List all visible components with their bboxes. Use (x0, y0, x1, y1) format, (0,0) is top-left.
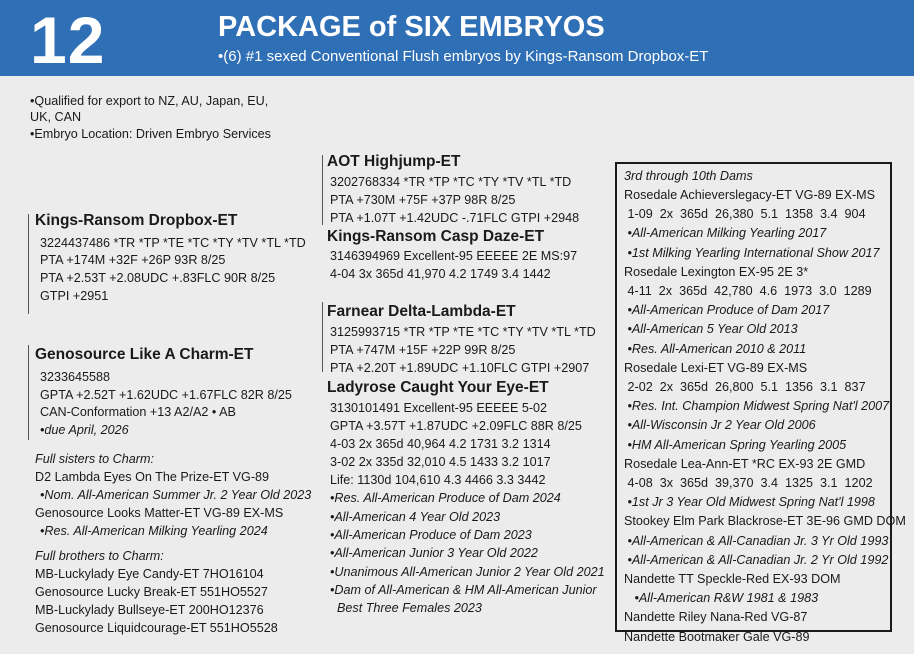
ancestral-dam-name: Rosedale Lea-Ann-ET *RC EX-93 2E GMD (624, 456, 866, 471)
ancestral-dam-honor: •All-American 5 Year Old 2013 (624, 322, 798, 337)
full-sisters-heading: Full sisters to Charm: (35, 452, 154, 466)
sire-line: PTA +174M +32F +26P 93R 8/25 (40, 253, 226, 267)
dam-dam-line: GPTA +3.57T +1.87UDC +2.09FLC 88R 8/25 (330, 419, 582, 433)
ancestral-dam-honor: •HM All-American Spring Yearling 2005 (624, 437, 847, 452)
sire-sire-line: PTA +730M +75F +37P 98R 8/25 (330, 193, 516, 207)
sire-sire-line: PTA +1.07T +1.42UDC -.71FLC GTPI +2948 (330, 211, 580, 225)
pedigree-line (28, 214, 29, 314)
full-brother-name: MB-Luckylady Bullseye-ET 200HO12376 (35, 603, 264, 617)
sire-sire-line: 3202768334 *TR *TP *TC *TY *TV *TL *TD (330, 175, 572, 189)
dam-dam-line: 3130101491 Excellent-95 EEEEE 5-02 (330, 401, 548, 415)
dam-dam-honor: •All-American Junior 3 Year Old 2022 (330, 546, 538, 560)
ancestral-dam-honor: •1st Milking Yearling International Show 2017 (624, 245, 880, 260)
dam-dam-honor: •Unanimous All-American Junior 2 Year Old 2021 (330, 565, 605, 579)
ancestral-dam-record: 4-11 2x 365d 42,780 4.6 1973 3.0 1289 (624, 284, 872, 298)
dam-sire-line: PTA +2.20T +1.89UDC +1.10FLC GTPI +2907 (330, 361, 590, 375)
sire-dam-line: 3146394969 Excellent-95 EEEEE 2E MS:97 (330, 249, 578, 263)
dam-sire-line: PTA +747M +15F +22P 99R 8/25 (330, 343, 516, 357)
ancestral-dam-honor: •All-Wisconsin Jr 2 Year Old 2006 (624, 418, 816, 433)
ancestral-dam-name: Stookey Elm Park Blackrose-ET 3E-96 GMD DOM (624, 514, 906, 529)
pedigree-line (28, 345, 29, 440)
sire-line: 3224437486 *TR *TP *TE *TC *TY *TV *TL *TD (40, 236, 306, 250)
sire-name: Kings-Ransom Dropbox-ET (35, 212, 238, 229)
ancestral-dam-honor: •Res. All-American 2010 & 2011 (624, 341, 807, 356)
full-brother-name: MB-Luckylady Eye Candy-ET 7HO16104 (35, 567, 264, 581)
dam-dam-line: Life: 1130d 104,610 4.3 4466 3.3 3442 (330, 473, 546, 487)
ancestral-dam-record: 1-09 2x 365d 26,380 5.1 1358 3.4 904 (624, 207, 866, 222)
ancestral-dam-honor: •All-American Produce of Dam 2017 (624, 303, 830, 318)
ancestral-dam-name: Nandette Bootmaker Gale VG-89 (624, 629, 810, 644)
dam-sire-name: Farnear Delta-Lambda-ET (327, 303, 516, 320)
dam-dam-name: Ladyrose Caught Your Eye-ET (327, 379, 549, 396)
full-sister-honor: •Res. All-American Milking Yearling 2024 (40, 524, 268, 538)
sire-line: GTPI +2951 (40, 289, 109, 303)
dam-dam-line: 3-02 2x 335d 32,010 4.5 1433 3.2 1017 (330, 455, 551, 469)
dam-name: Genosource Like A Charm-ET (35, 346, 254, 363)
full-sister-name: Genosource Looks Matter-ET VG-89 EX-MS (35, 506, 284, 520)
ancestral-dam-honor: •All-American Milking Yearling 2017 (624, 226, 827, 241)
sire-dam-name: Kings-Ransom Casp Daze-ET (327, 228, 545, 245)
full-brothers-heading: Full brothers to Charm: (35, 549, 164, 563)
ancestral-dam-name: Nandette Riley Nana-Red VG-87 (624, 610, 808, 625)
dam-dam-honor: •All-American Produce of Dam 2023 (330, 528, 532, 542)
dam-due-date: •due April, 2026 (40, 423, 129, 437)
ancestral-dam-honor: •Res. Int. Champion Midwest Spring Nat'l 2007 (624, 399, 890, 414)
ancestral-dam-name: Rosedale Lexington EX-95 2E 3* (624, 264, 809, 279)
lot-number: 12 (30, 3, 106, 77)
full-sister-name: D2 Lambda Eyes On The Prize-ET VG-89 (35, 470, 270, 484)
ancestral-dam-name: Nandette TT Speckle-Red EX-93 DOM (624, 572, 841, 586)
dam-line: CAN-Conformation +13 A2/A2 • AB (40, 405, 236, 419)
dam-sire-line: 3125993715 *TR *TP *TE *TC *TY *TV *TL *TD (330, 325, 596, 339)
dam-dam-line: 4-03 2x 365d 40,964 4.2 1731 3.2 1314 (330, 437, 551, 451)
intro-line: •Qualified for export to NZ, AU, Japan, EU, (30, 94, 269, 108)
ancestral-dam-honor: •All-American & All-Canadian Jr. 2 Yr Old 1992 (624, 552, 889, 567)
ancestral-dams-heading: 3rd through 10th Dams (624, 169, 753, 183)
intro-line: UK, CAN (30, 110, 82, 124)
full-sister-honor: •Nom. All-American Summer Jr. 2 Year Old 2023 (40, 488, 312, 502)
sire-sire-name: AOT Highjump-ET (327, 153, 461, 170)
full-brother-name: Genosource Liquidcourage-ET 551HO5528 (35, 621, 278, 635)
full-brother-name: Genosource Lucky Break-ET 551HO5527 (35, 585, 268, 599)
dam-dam-honor: •Dam of All-American & HM All-American Junior (330, 583, 597, 597)
ancestral-dam-record: 2-02 2x 365d 26,800 5.1 1356 3.1 837 (624, 380, 866, 394)
sire-line: PTA +2.53T +2.08UDC +.83FLC 90R 8/25 (40, 271, 276, 285)
pedigree-line (322, 302, 323, 372)
page-title: PACKAGE of SIX EMBRYOS (218, 11, 605, 43)
ancestral-dam-record: 4-08 3x 365d 39,370 3.4 1325 3.1 1202 (624, 476, 873, 490)
dam-dam-honor: •Res. All-American Produce of Dam 2024 (330, 491, 561, 505)
dam-dam-honor: Best Three Females 2023 (330, 601, 482, 615)
dam-line: 3233645588 (40, 370, 111, 384)
ancestral-dam-name: Rosedale Achieverslegacy-ET VG-89 EX-MS (624, 188, 876, 202)
intro-line: •Embryo Location: Driven Embryo Services (30, 127, 271, 141)
ancestral-dam-honor: •All-American R&W 1981 & 1983 (624, 591, 819, 606)
dam-line: GPTA +2.52T +1.62UDC +1.67FLC 82R 8/25 (40, 388, 292, 402)
ancestral-dam-name: Rosedale Lexi-ET VG-89 EX-MS (624, 360, 808, 375)
sire-dam-line: 4-04 3x 365d 41,970 4.2 1749 3.4 1442 (330, 267, 551, 281)
dam-dam-honor: •All-American 4 Year Old 2023 (330, 510, 501, 524)
ancestral-dam-honor: •All-American & All-Canadian Jr. 3 Yr Old 1993 (624, 533, 889, 548)
header-banner (0, 0, 914, 76)
page-subtitle: •(6) #1 sexed Conventional Flush embryos by Kings-Ransom Dropbox-ET (218, 48, 709, 65)
ancestral-dam-honor: •1st Jr 3 Year Old Midwest Spring Nat'l 1998 (624, 495, 875, 510)
pedigree-line (322, 155, 323, 225)
